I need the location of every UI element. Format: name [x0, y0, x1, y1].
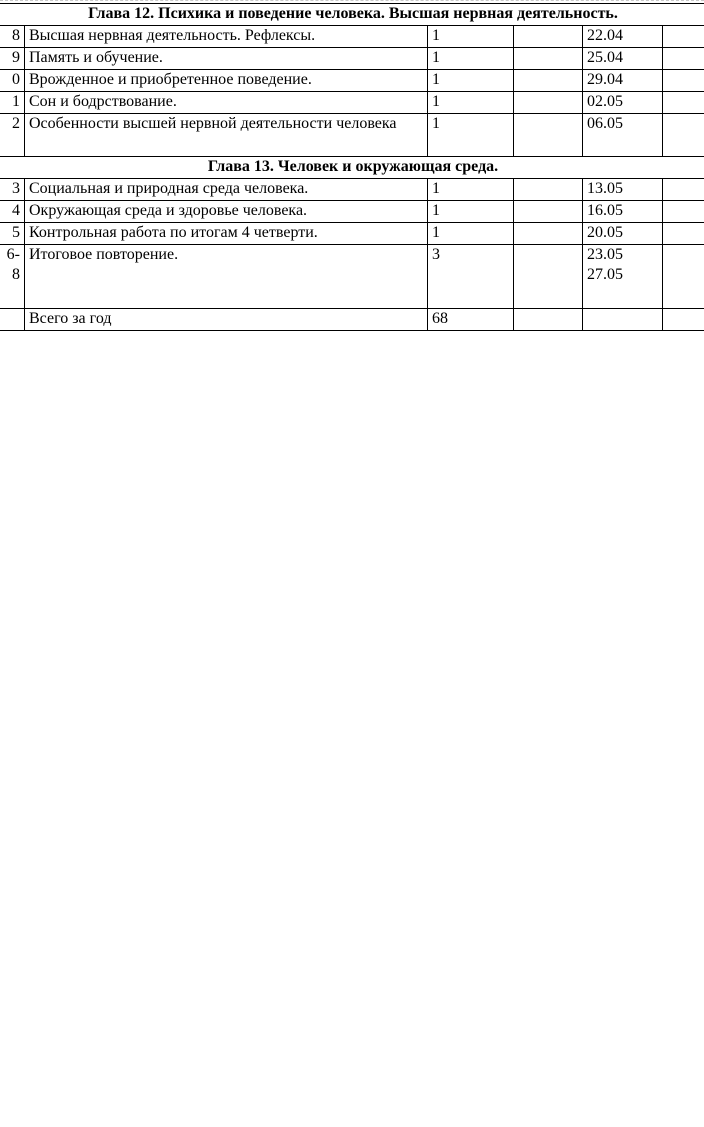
empty-cell	[663, 179, 704, 201]
lesson-hours: 1	[428, 70, 514, 92]
empty-cell	[0, 309, 25, 331]
lesson-date	[583, 245, 663, 309]
empty-cell	[663, 114, 704, 157]
total-row	[0, 309, 704, 331]
lesson-date: 02.05	[583, 92, 663, 114]
empty-cell	[514, 245, 583, 309]
lesson-date: 29.04	[583, 70, 663, 92]
lesson-number: 5	[0, 223, 25, 245]
lesson-date: 13.05	[583, 179, 663, 201]
lesson-hours: 3	[428, 245, 514, 309]
table-row	[0, 70, 704, 92]
lesson-topic: Итоговое повторение.	[25, 245, 428, 309]
total-hours: 68	[428, 309, 514, 331]
lesson-hours: 1	[428, 26, 514, 48]
lesson-topic: Сон и бодрствование.	[25, 92, 428, 114]
table-row	[0, 26, 704, 48]
lesson-number: 2	[0, 114, 25, 157]
empty-cell	[514, 26, 583, 48]
empty-cell	[514, 70, 583, 92]
lesson-date: 20.05	[583, 223, 663, 245]
lesson-number-line: 6-	[6, 246, 20, 263]
empty-cell	[663, 26, 704, 48]
lesson-topic: Контрольная работа по итогам 4 четверти.	[25, 223, 428, 245]
lesson-hours: 1	[428, 48, 514, 70]
empty-cell	[514, 223, 583, 245]
lesson-topic: Окружающая среда и здоровье человека.	[25, 201, 428, 223]
chapter-title: Глава 13. Человек и окружающая среда.	[0, 157, 704, 179]
empty-cell	[663, 309, 704, 331]
lesson-hours: 1	[428, 179, 514, 201]
lesson-date-line: 23.05	[587, 246, 623, 263]
empty-cell	[514, 179, 583, 201]
lesson-topic: Память и обучение.	[25, 48, 428, 70]
lesson-number	[0, 245, 25, 309]
empty-cell	[514, 309, 583, 331]
table-row	[0, 201, 704, 223]
empty-cell	[514, 48, 583, 70]
empty-cell	[514, 201, 583, 223]
lesson-number: 4	[0, 201, 25, 223]
lesson-topic: Особенности высшей нервной деятельности человека	[25, 114, 428, 157]
lesson-hours: 1	[428, 92, 514, 114]
table-row	[0, 48, 704, 70]
table-row	[0, 114, 704, 157]
lesson-hours: 1	[428, 201, 514, 223]
empty-cell	[663, 48, 704, 70]
table-row	[0, 92, 704, 114]
lesson-hours: 1	[428, 223, 514, 245]
empty-cell	[663, 223, 704, 245]
lesson-topic: Высшая нервная деятельность. Рефлексы.	[25, 26, 428, 48]
empty-cell	[663, 70, 704, 92]
empty-cell	[514, 92, 583, 114]
total-label: Всего за год	[25, 309, 428, 331]
table-row	[0, 245, 704, 309]
chapter-title: Глава 12. Психика и поведение человека. Высшая нервная деятельность.	[0, 4, 704, 26]
lesson-date: 25.04	[583, 48, 663, 70]
table-row	[0, 223, 704, 245]
lesson-number: 8	[0, 26, 25, 48]
chapter-header-row	[0, 157, 704, 179]
lesson-date: 16.05	[583, 201, 663, 223]
empty-cell	[663, 245, 704, 309]
lesson-hours: 1	[428, 114, 514, 157]
lesson-number: 0	[0, 70, 25, 92]
lesson-number-line: 8	[12, 266, 20, 283]
lesson-number: 1	[0, 92, 25, 114]
lesson-topic: Социальная и природная среда человека.	[25, 179, 428, 201]
table-row	[0, 179, 704, 201]
empty-cell	[663, 92, 704, 114]
chapter-header-row	[0, 4, 704, 26]
empty-cell	[583, 309, 663, 331]
lesson-topic: Врожденное и приобретенное поведение.	[25, 70, 428, 92]
empty-cell	[514, 114, 583, 157]
lesson-date: 06.05	[583, 114, 663, 157]
lesson-date: 22.04	[583, 26, 663, 48]
lesson-number: 9	[0, 48, 25, 70]
lesson-number: 3	[0, 179, 25, 201]
lesson-date-line: 27.05	[587, 266, 623, 283]
lesson-plan-table	[0, 3, 704, 331]
empty-cell	[663, 201, 704, 223]
page-top-rule	[0, 0, 704, 1]
